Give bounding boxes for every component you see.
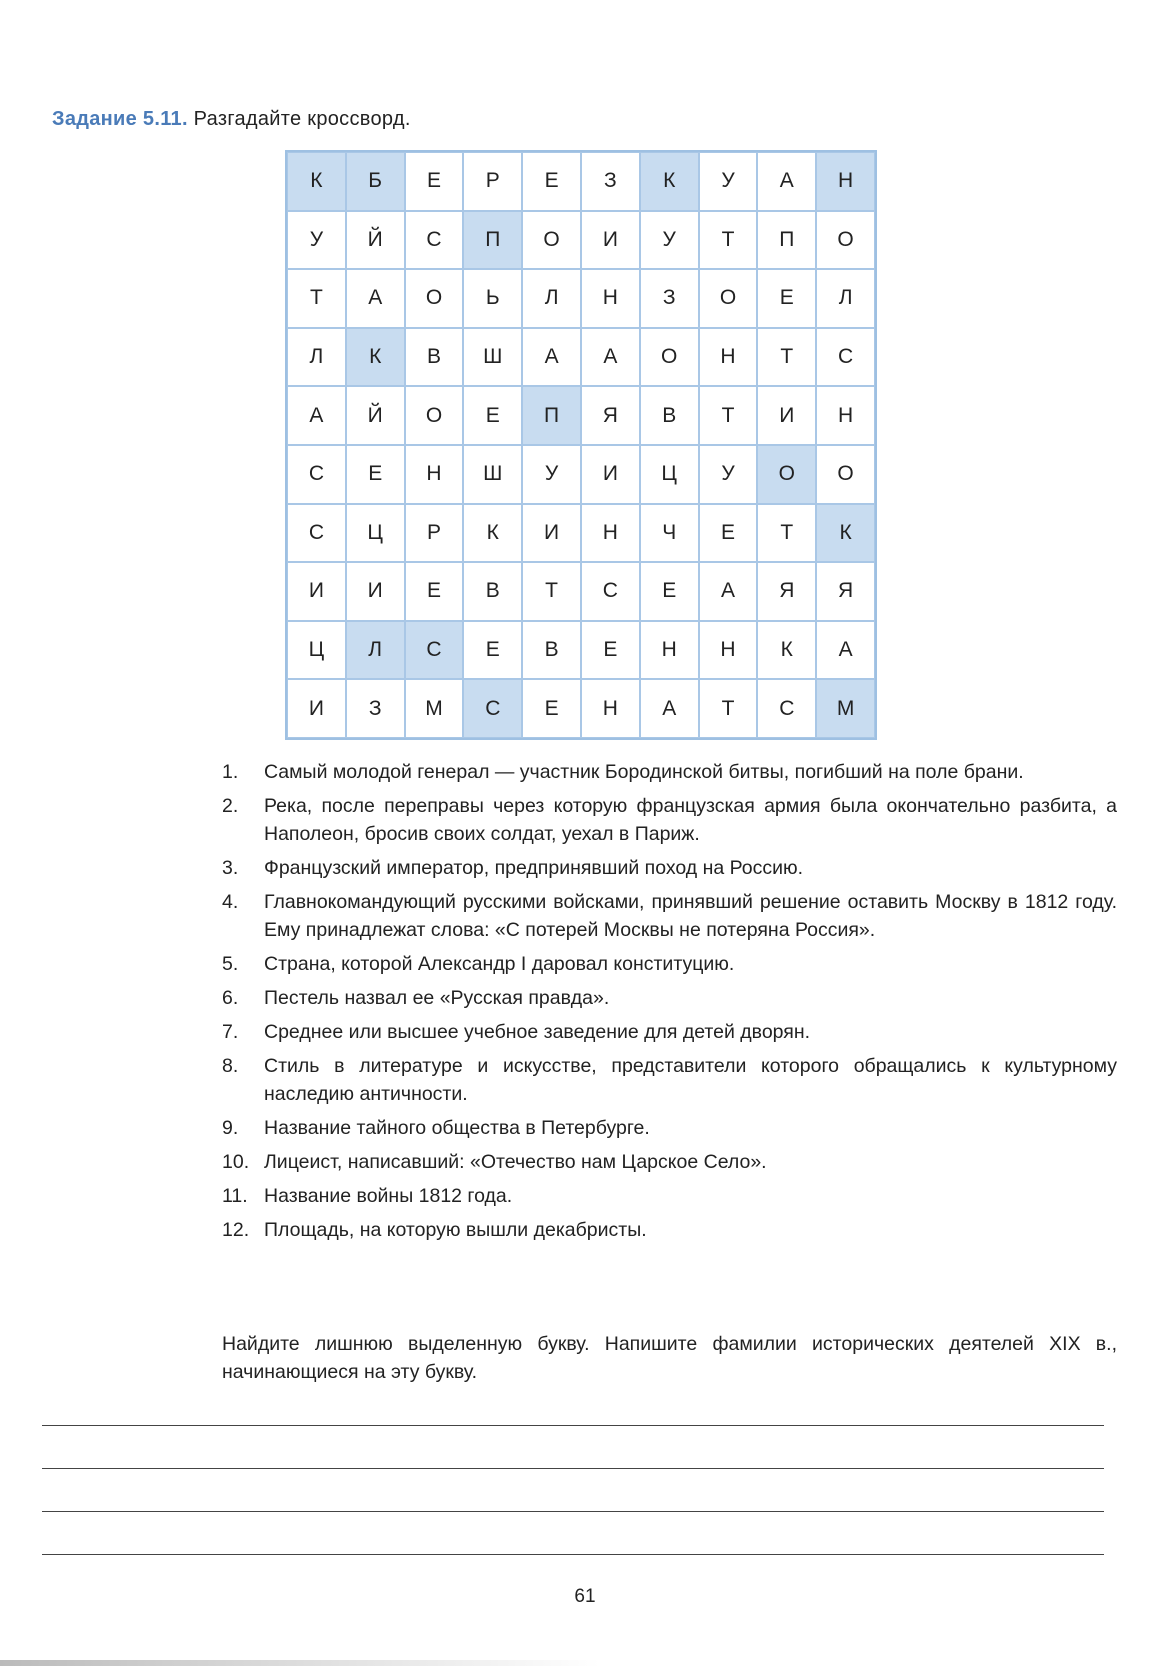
question-item: [222, 1052, 1117, 1108]
question-text: Самый молодой генерал — участник Бородинской битвы, погибший на поле брани.: [264, 761, 1024, 783]
crossword-cell: Ч: [640, 504, 699, 563]
crossword-cell: Т: [699, 679, 758, 738]
crossword-cell: А: [816, 621, 875, 680]
crossword-cell: П: [757, 211, 816, 270]
question-number: 10.: [222, 1151, 250, 1173]
crossword-cell: Й: [346, 386, 405, 445]
crossword-cell: О: [816, 211, 875, 270]
crossword-cell: Е: [581, 621, 640, 680]
crossword-cell: Ь: [463, 269, 522, 328]
crossword-cell-highlighted: О: [757, 445, 816, 504]
task-heading: [52, 108, 411, 131]
crossword-cell: С: [287, 504, 346, 563]
crossword-cell: У: [699, 152, 758, 211]
question-number: 2.: [222, 795, 239, 817]
crossword-cell: Й: [346, 211, 405, 270]
crossword-cell: И: [287, 562, 346, 621]
question-item: [222, 950, 1117, 978]
crossword-cell: Т: [522, 562, 581, 621]
question-number: 8.: [222, 1055, 239, 1077]
crossword-cell: С: [581, 562, 640, 621]
crossword-cell: Е: [757, 269, 816, 328]
question-text: Страна, которой Александр I даровал конституцию.: [264, 953, 735, 975]
crossword-cell-highlighted: С: [463, 679, 522, 738]
question-number: 7.: [222, 1021, 239, 1043]
crossword-cell: С: [405, 211, 464, 270]
instruction-text: Найдите лишнюю выделенную букву. Напишите фамилии исторических деятелей XIX в., начинающиеся на эту букву.: [222, 1333, 1117, 1383]
crossword-cell: Е: [699, 504, 758, 563]
crossword-cell: Н: [816, 386, 875, 445]
crossword-cell: У: [287, 211, 346, 270]
crossword-cell: С: [287, 445, 346, 504]
crossword-cell: К: [463, 504, 522, 563]
crossword-cell: Л: [816, 269, 875, 328]
question-item: [222, 758, 1117, 786]
question-item: [222, 1114, 1117, 1142]
crossword-cell: И: [346, 562, 405, 621]
question-text: Название тайного общества в Петербурге.: [264, 1117, 650, 1139]
crossword-cell: Я: [816, 562, 875, 621]
crossword-cell-highlighted: К: [287, 152, 346, 211]
crossword-cell: Е: [346, 445, 405, 504]
question-text: Река, после переправы через которую французская армия была окончательно разбита, а Наполеон, бросив своих солдат, уехал в Париж.: [264, 795, 1117, 845]
crossword-cell: О: [640, 328, 699, 387]
crossword-cell: Е: [463, 386, 522, 445]
crossword-cell: Я: [757, 562, 816, 621]
crossword-cell: В: [640, 386, 699, 445]
crossword-cell-highlighted: Н: [816, 152, 875, 211]
crossword-cell-highlighted: С: [405, 621, 464, 680]
crossword-cell: Е: [405, 152, 464, 211]
crossword-cell: Р: [405, 504, 464, 563]
crossword-cell: И: [522, 504, 581, 563]
crossword-cell: Н: [581, 679, 640, 738]
crossword-cell: З: [581, 152, 640, 211]
crossword-cell: Е: [640, 562, 699, 621]
crossword-cell: З: [640, 269, 699, 328]
crossword-cell: Ц: [346, 504, 405, 563]
crossword-cell: Н: [581, 269, 640, 328]
crossword-cell: Т: [757, 328, 816, 387]
question-item: [222, 854, 1117, 882]
crossword-cell: О: [699, 269, 758, 328]
crossword-grid: [285, 150, 877, 740]
answer-line[interactable]: [42, 1468, 1104, 1469]
crossword-cell: А: [346, 269, 405, 328]
crossword-cell: А: [640, 679, 699, 738]
crossword-cell: Р: [463, 152, 522, 211]
crossword-cell: С: [816, 328, 875, 387]
crossword-cell: Ц: [640, 445, 699, 504]
crossword-cell: А: [757, 152, 816, 211]
crossword-cell: О: [522, 211, 581, 270]
crossword-cell: Н: [640, 621, 699, 680]
crossword-cell: И: [581, 211, 640, 270]
crossword-cell: Л: [522, 269, 581, 328]
crossword-cell: К: [757, 621, 816, 680]
scan-edge-shadow: [0, 1660, 600, 1666]
crossword-cell: И: [287, 679, 346, 738]
crossword-cell: Н: [405, 445, 464, 504]
question-text: Площадь, на которую вышли декабристы.: [264, 1219, 647, 1241]
question-text: Пестель назвал ее «Русская правда».: [264, 987, 610, 1009]
question-text: Название войны 1812 года.: [264, 1185, 513, 1207]
crossword-cell: А: [581, 328, 640, 387]
question-text: Французский император, предпринявший поход на Россию.: [264, 857, 804, 879]
question-item: [222, 1216, 1117, 1244]
question-item: [222, 1182, 1117, 1210]
crossword-cell: Ш: [463, 445, 522, 504]
questions-list: [222, 758, 1117, 1250]
question-item: [222, 984, 1117, 1012]
crossword-cell: В: [522, 621, 581, 680]
question-number: 11.: [222, 1185, 248, 1207]
question-number: 1.: [222, 761, 239, 783]
question-text: Стиль в литературе и искусстве, представители которого обращались к культурному наследию античности.: [264, 1055, 1117, 1105]
question-number: 6.: [222, 987, 239, 1009]
crossword-cell: Т: [287, 269, 346, 328]
crossword-cell: А: [287, 386, 346, 445]
crossword-cell-highlighted: К: [640, 152, 699, 211]
crossword-cell: И: [757, 386, 816, 445]
crossword-cell-highlighted: Б: [346, 152, 405, 211]
task-text: Разгадайте кроссворд.: [193, 108, 411, 130]
crossword-cell: Е: [522, 152, 581, 211]
crossword-cell: М: [405, 679, 464, 738]
crossword-cell-highlighted: Л: [346, 621, 405, 680]
question-number: 12.: [222, 1219, 250, 1241]
question-text: Главнокомандующий русскими войсками, принявший решение оставить Москву в 1812 году. Ему принадлежат слова: «С потерей Москвы не потеряна Россия».: [264, 891, 1117, 941]
question-item: [222, 1148, 1117, 1176]
crossword-cell: В: [463, 562, 522, 621]
crossword-cell: О: [405, 269, 464, 328]
crossword-cell-highlighted: К: [816, 504, 875, 563]
crossword-cell: А: [699, 562, 758, 621]
crossword-cell: Н: [581, 504, 640, 563]
question-number: 9.: [222, 1117, 239, 1139]
crossword-cell: Я: [581, 386, 640, 445]
crossword-cell-highlighted: К: [346, 328, 405, 387]
question-item: [222, 888, 1117, 944]
crossword-cell: Т: [699, 386, 758, 445]
question-text: Среднее или высшее учебное заведение для детей дворян.: [264, 1021, 811, 1043]
crossword-cell: Е: [463, 621, 522, 680]
crossword-cell: Т: [757, 504, 816, 563]
crossword-cell-highlighted: П: [522, 386, 581, 445]
crossword-cell: О: [816, 445, 875, 504]
crossword-cell: С: [757, 679, 816, 738]
question-number: 5.: [222, 953, 239, 975]
question-number: 3.: [222, 857, 239, 879]
crossword-cell: У: [699, 445, 758, 504]
question-item: [222, 792, 1117, 848]
crossword-cell: Т: [699, 211, 758, 270]
crossword-cell: Н: [699, 621, 758, 680]
answer-line[interactable]: [42, 1511, 1104, 1512]
crossword-cell-highlighted: П: [463, 211, 522, 270]
crossword-cell: Е: [405, 562, 464, 621]
answer-line[interactable]: [42, 1554, 1104, 1555]
crossword-cell: Ш: [463, 328, 522, 387]
crossword-cell: О: [405, 386, 464, 445]
answer-line[interactable]: [42, 1425, 1104, 1426]
task-label: Задание 5.11.: [52, 108, 188, 130]
crossword-cell: Н: [699, 328, 758, 387]
crossword-cell: А: [522, 328, 581, 387]
crossword-cell: З: [346, 679, 405, 738]
crossword-cell: В: [405, 328, 464, 387]
crossword-cell: У: [640, 211, 699, 270]
crossword-cell: Л: [287, 328, 346, 387]
crossword-cell-highlighted: М: [816, 679, 875, 738]
crossword-cell: И: [581, 445, 640, 504]
crossword-cell: Е: [522, 679, 581, 738]
question-text: Лицеист, написавший: «Отечество нам Царское Село».: [264, 1151, 767, 1173]
question-item: [222, 1018, 1117, 1046]
crossword-cell: Ц: [287, 621, 346, 680]
question-number: 4.: [222, 891, 239, 913]
page-number: 61: [574, 1586, 596, 1607]
crossword-cell: У: [522, 445, 581, 504]
